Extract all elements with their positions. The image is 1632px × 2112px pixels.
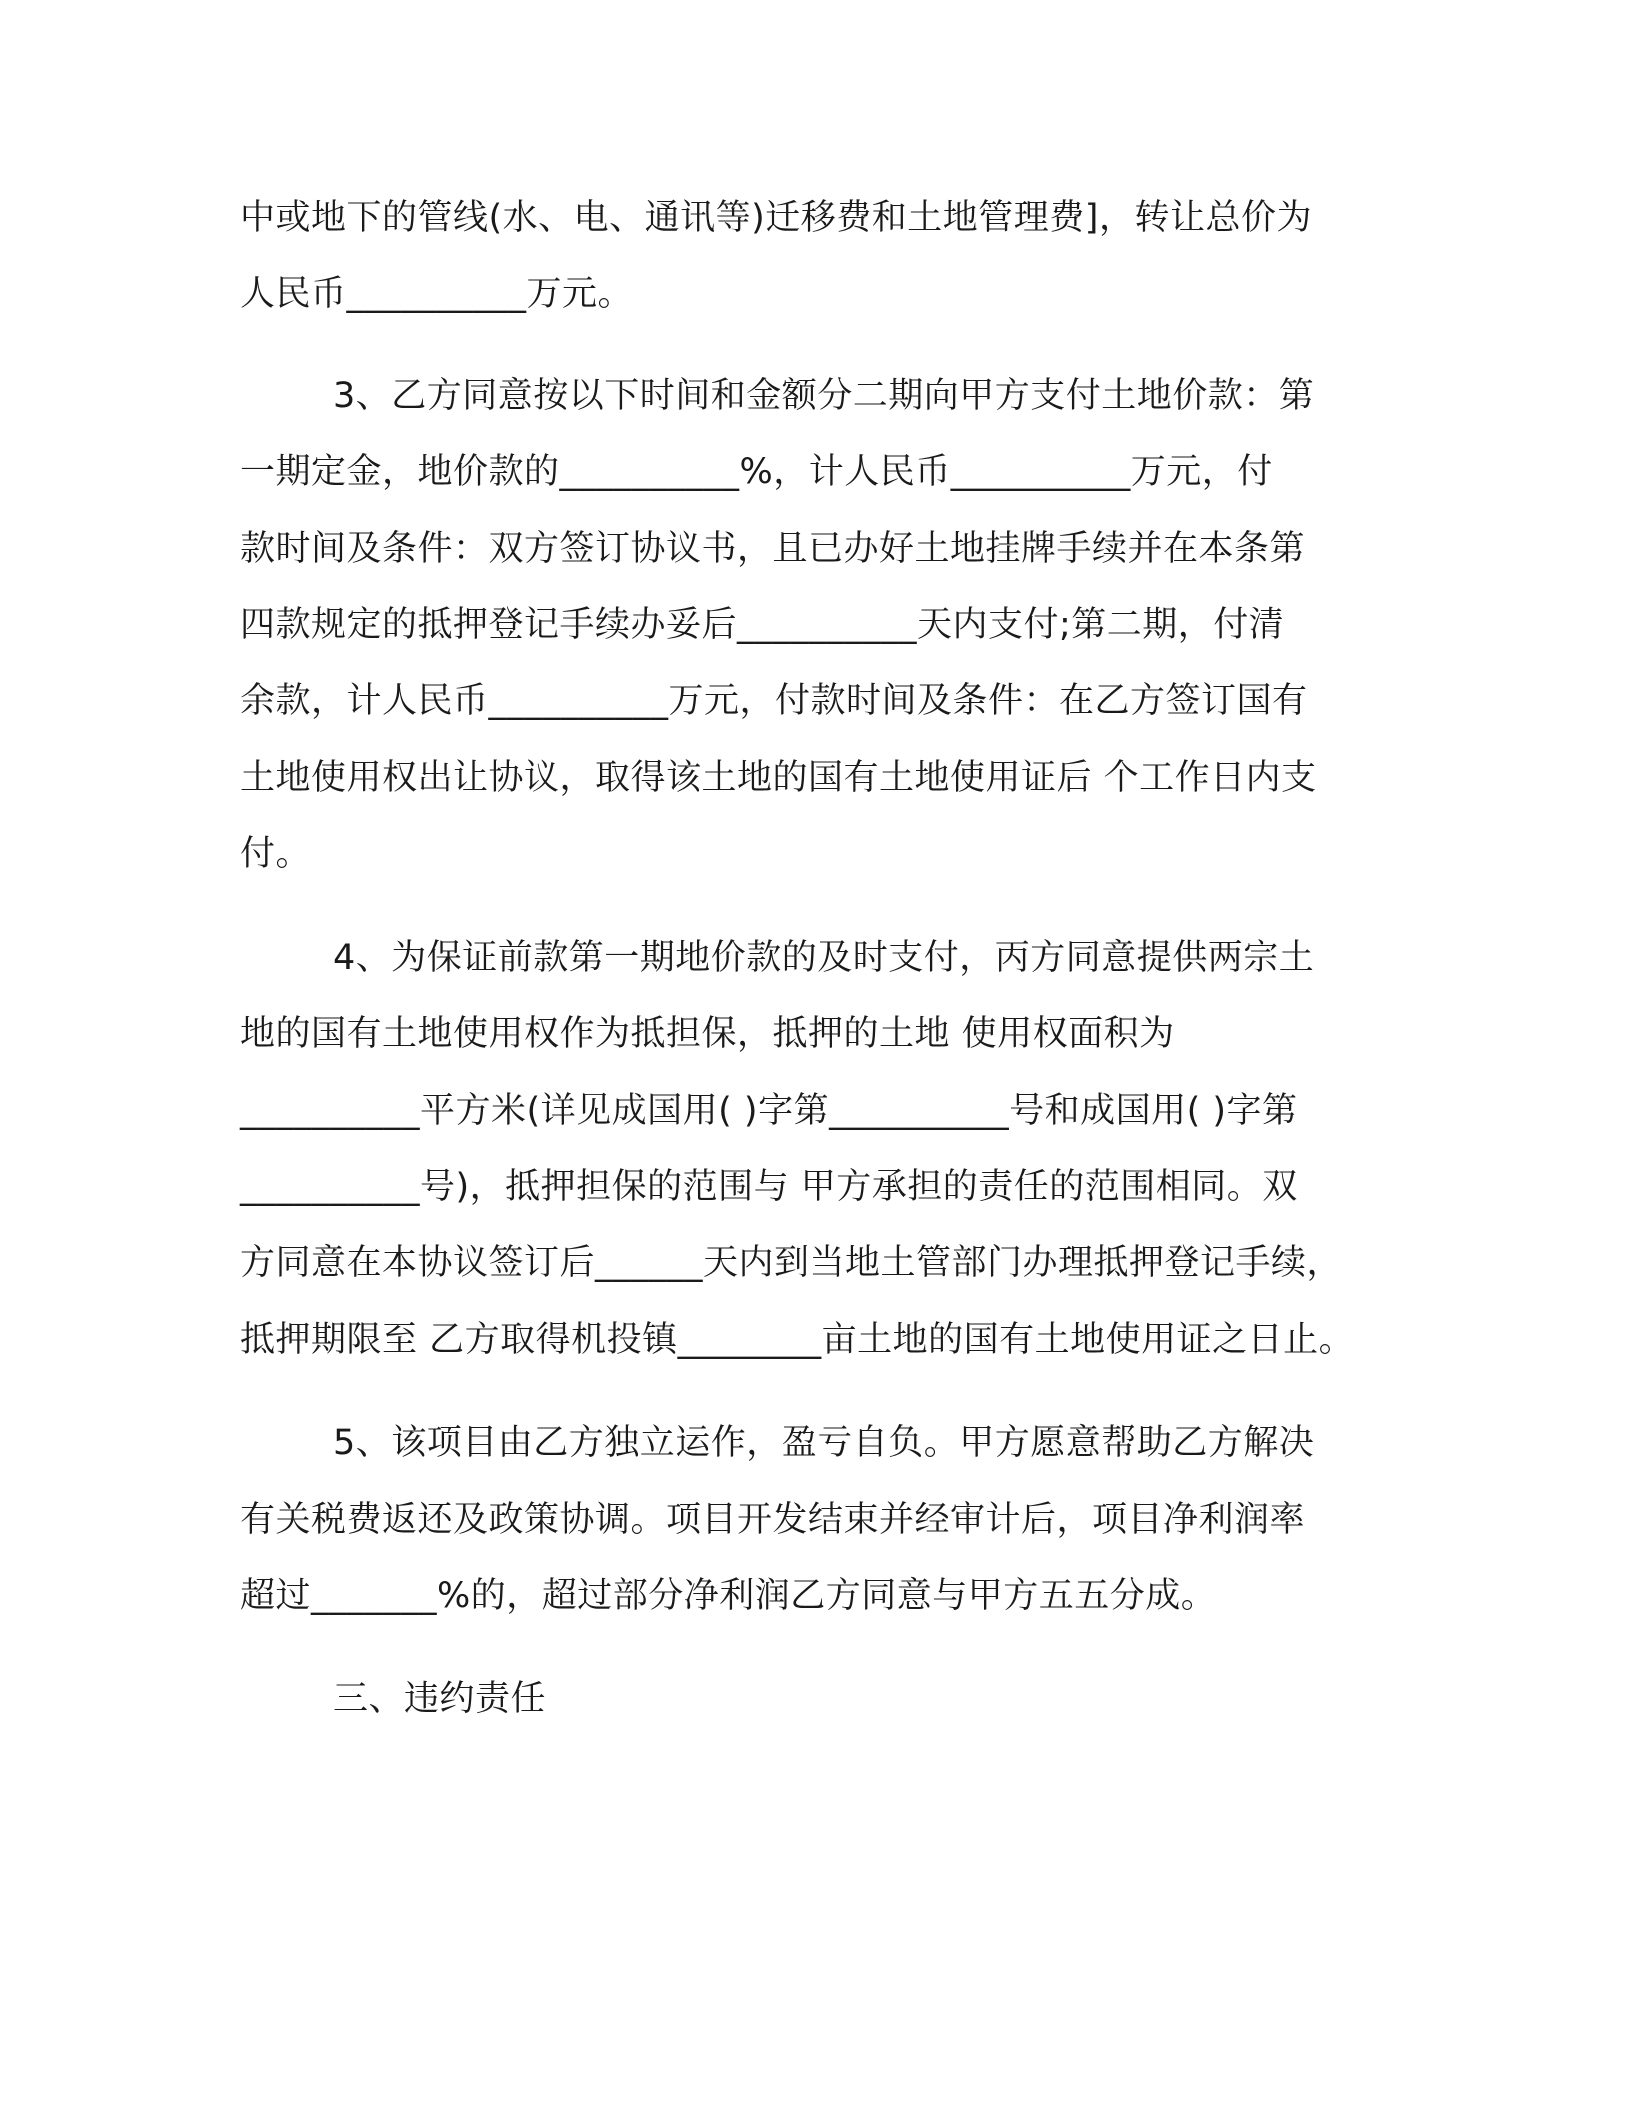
paragraph-line: 付。 bbox=[240, 834, 312, 874]
paragraph-line: 超过_______%的，超过部分净利润乙方同意与甲方五五分成。 bbox=[240, 1576, 1217, 1616]
paragraph-line: 有关税费返还及政策协调。项目开发结束并经审计后，项目净利润率 bbox=[240, 1500, 1306, 1540]
paragraph-line: 方同意在本协议签订后______天内到当地土管部门办理抵押登记手续， bbox=[240, 1243, 1343, 1283]
paragraph-line: 余款，计人民币__________万元，付款时间及条件：在乙方签订国有 bbox=[240, 681, 1308, 721]
paragraph-line: 款时间及条件：双方签订协议书，且已办好土地挂牌手续并在本条第 bbox=[240, 529, 1306, 569]
paragraph-line: 5、该项目由乙方独立运作，盈亏自负。甲方愿意帮助乙方解决 bbox=[333, 1423, 1315, 1463]
paragraph-line: 抵押期限至 乙方取得机投镇________亩土地的国有土地使用证之日止。 bbox=[240, 1320, 1355, 1360]
paragraph-line: 一期定金，地价款的__________%，计人民币__________万元，付 bbox=[240, 452, 1273, 492]
section-heading: 三、违约责任 bbox=[333, 1679, 547, 1719]
paragraph-line: __________号)，抵押担保的范围与 甲方承担的责任的范围相同。双 bbox=[240, 1167, 1298, 1207]
paragraph-line: 4、为保证前款第一期地价款的及时支付，丙方同意提供两宗土 bbox=[333, 938, 1315, 978]
paragraph-line: 3、乙方同意按以下时间和金额分二期向甲方支付土地价款：第 bbox=[333, 376, 1315, 416]
paragraph-line: 人民币__________万元。 bbox=[240, 274, 634, 314]
paragraph-line: __________平方米(详见成国用( )字第__________号和成国用( )字第 bbox=[240, 1091, 1298, 1131]
paragraph-line: 土地使用权出让协议，取得该土地的国有土地使用证后 个工作日内支 bbox=[240, 758, 1317, 798]
paragraph-line: 中或地下的管线(水、电、通讯等)迁移费和土地管理费]，转让总价为 bbox=[240, 198, 1312, 238]
paragraph-line: 地的国有土地使用权作为抵担保，抵押的土地 使用权面积为 bbox=[240, 1014, 1175, 1054]
paragraph-line: 四款规定的抵押登记手续办妥后__________天内支付;第二期，付清 bbox=[240, 605, 1285, 645]
